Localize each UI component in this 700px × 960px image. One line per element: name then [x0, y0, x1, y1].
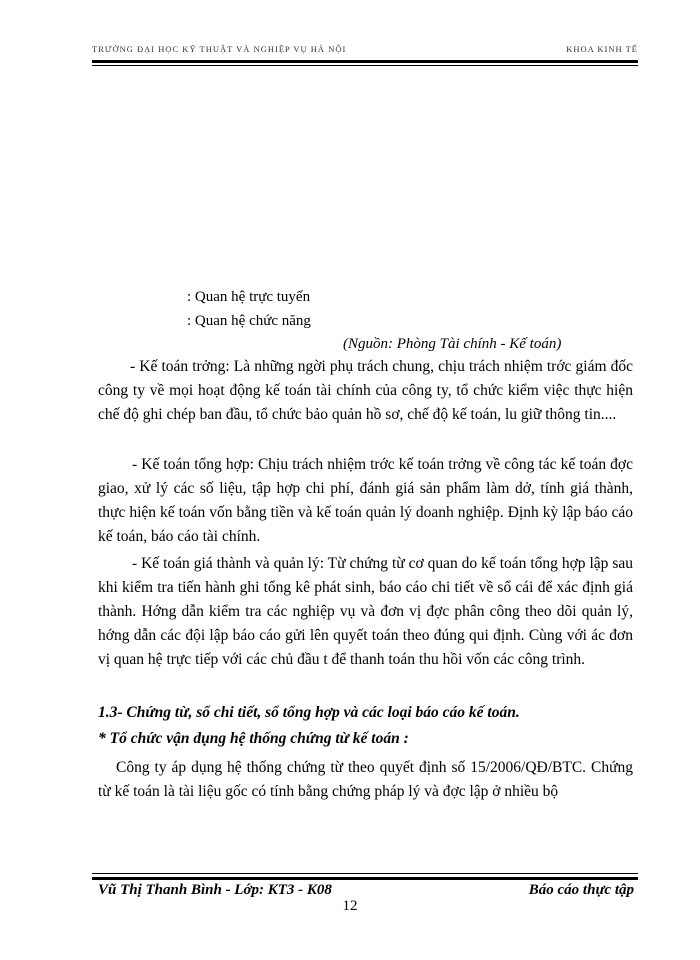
header-school: TRƯỜNG ĐẠI HỌC KỸ THUẬT VÀ NGHIỆP VỤ HÀ NỘI [92, 44, 347, 54]
paragraph-chief-accountant: - Kế toán trởng: Là những ngời phụ trách chung, chịu trách nhiệm trớc giám đốc công ty về mọi hoạt động kế toán tài chính của công ty, tổ chức kiểm việc thực hiện chế độ ghi chép ban đầu, tổ chức bảo quản hồ sơ, chế độ kế toán, lu giữ thông tin.... [98, 358, 633, 423]
section-heading: 1.3- Chứng từ, sổ chi tiết, sổ tổng hợp và các loại báo cáo kế toán. [98, 704, 520, 721]
page-number: 12 [342, 898, 358, 914]
footer-rule-thin [92, 873, 638, 874]
paragraph-vouchers: Công ty áp dụng hệ thống chứng từ theo quyết định số 15/2006/QĐ/BTC. Chứng từ kế toán là tài liệu gốc có tính bằng chứng pháp lý và đợc lập ở nhiều bộ [98, 759, 633, 800]
legend-functional: : Quan hệ chức năng [187, 313, 311, 329]
paragraph-general-accountant: - Kế toán tổng hợp: Chịu trách nhiệm trớc kế toán trởng về công tác kế toán đợc giao, xử lý các số liệu, tập hợp chi phí, đánh giá sản phẩm làm dở, tính giá thành, thực hiện kế toán vốn bằng tiền và kế toán quản lý doanh nghiệp. Định kỳ lập báo cáo kế toán, báo cáo tài chính. [98, 456, 633, 545]
paragraph-cost-accountant: - Kế toán giá thành và quản lý: Từ chứng từ cơ quan do kế toán tổng hợp lập sau khi kiểm tra tiến hành ghi tổng kê phát sinh, báo cáo chi tiết về sổ cái để xác định giá thành. Hớng dẫn kiểm tra các nghiệp vụ và đơn vị đợc phân công theo dõi quản lý, hớng dẫn các đội lập báo cáo gửi lên quyết toán theo đúng qui định. Cùng với ác đơn vị quan hệ trực tiếp với các chủ đầu t để thanh toán thu hồi vốn các công trình. [98, 555, 633, 668]
subsection-heading: * Tổ chức vận dụng hệ thống chứng từ kế toán : [98, 730, 409, 747]
footer-report-title: Báo cáo thực tập [528, 882, 634, 898]
footer-rule-thick [92, 877, 638, 880]
source-note: (Nguồn: Phòng Tài chính - Kế toán) [343, 336, 562, 352]
footer-author: Vũ Thị Thanh Bình - Lớp: KT3 - K08 [98, 882, 332, 898]
page-header [92, 44, 638, 54]
header-faculty: KHOA KINH TẾ [566, 44, 638, 54]
legend-direct: : Quan hệ trực tuyến [187, 289, 311, 305]
header-rule-thick [92, 60, 638, 63]
header-rule-thin [92, 65, 638, 66]
